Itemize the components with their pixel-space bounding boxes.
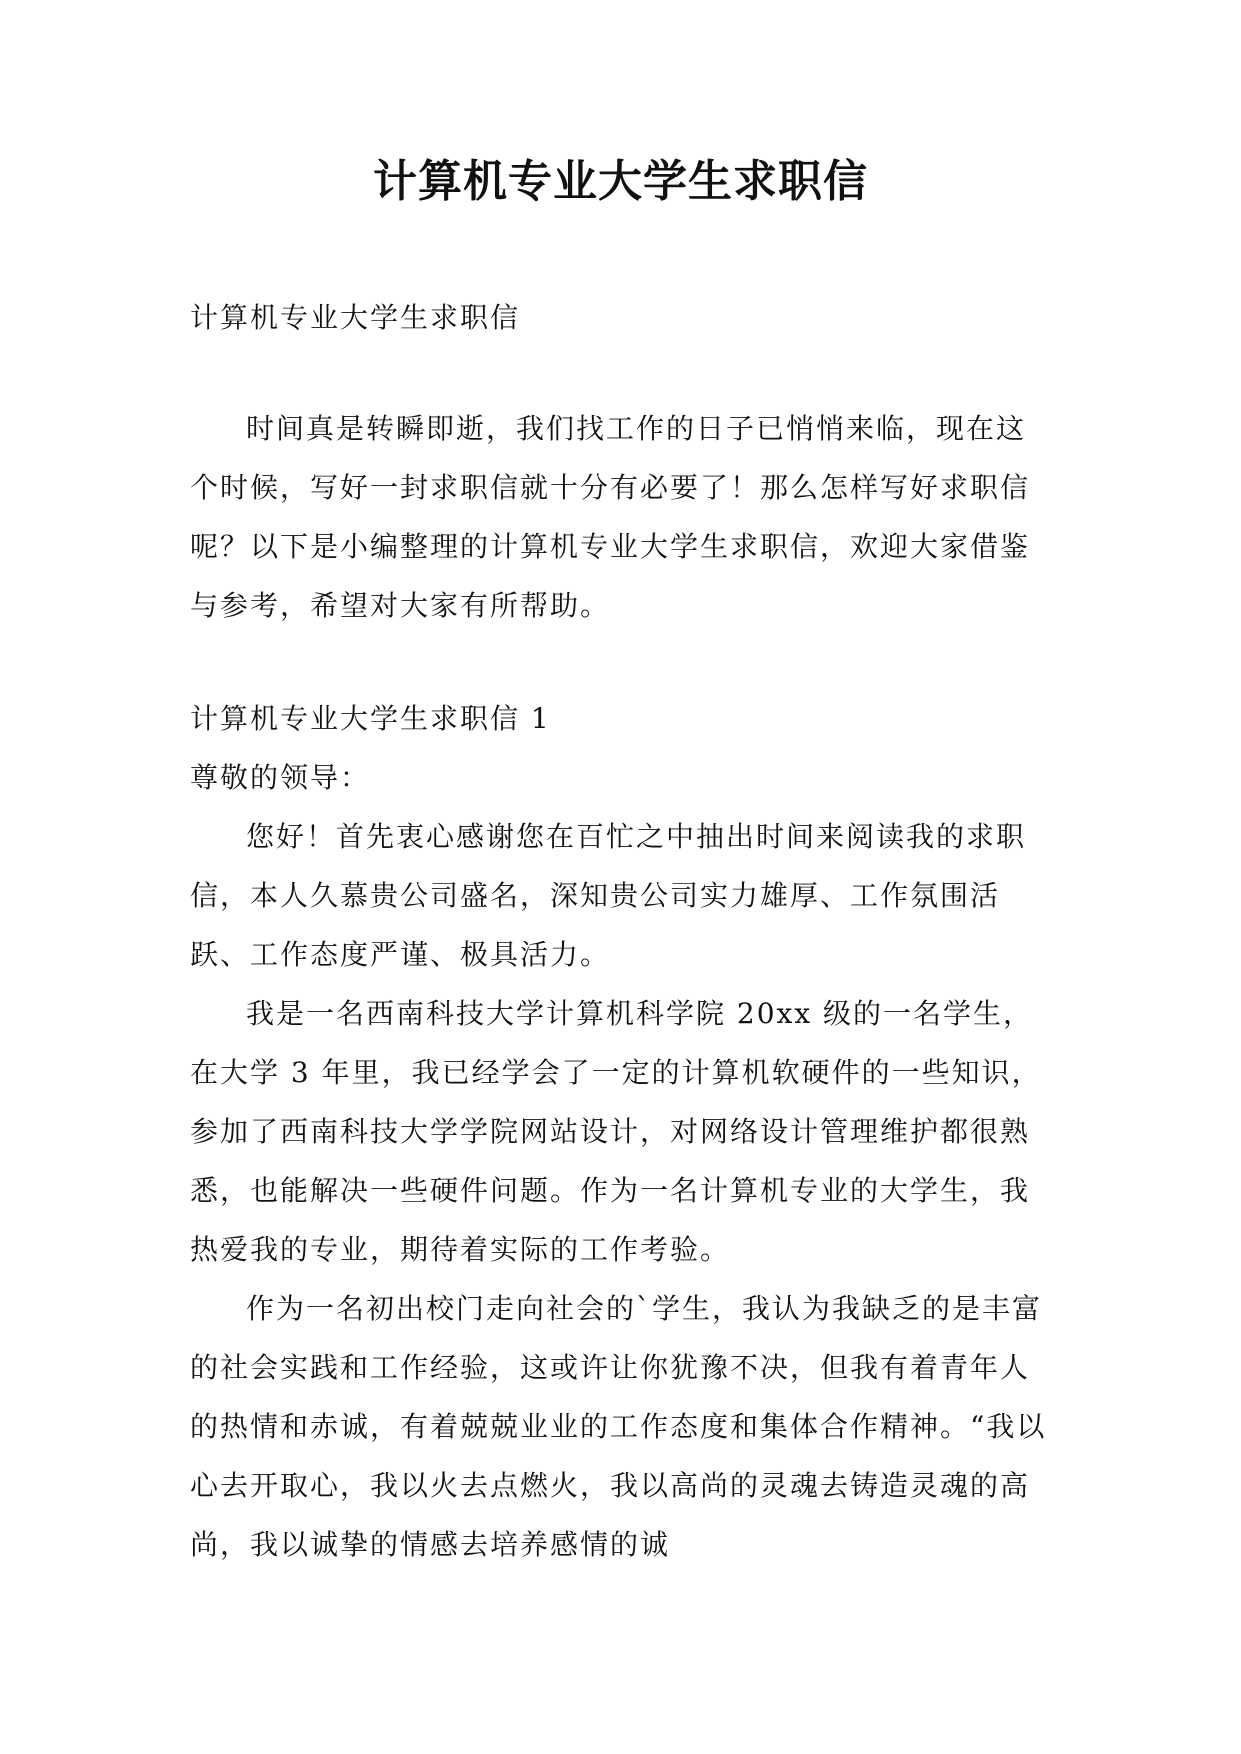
salutation: 尊敬的领导： (190, 761, 371, 794)
body-paragraph-1: 您好！首先衷心感谢您在百忙之中抽出时间来阅读我的求职信，本人久慕贵公司盛名，深知贵公司实力雄厚、工作氛围活跃、工作态度严谨、极具活力。 (190, 820, 1027, 971)
document-body (190, 288, 1050, 1574)
document-subtitle: 计算机专业大学生求职信 (190, 301, 521, 334)
intro-paragraph: 时间真是转瞬即逝，我们找工作的日子已悄悄来临，现在这个时候，写好一封求职信就十分有必要了！那么怎样写好求职信呢？以下是小编整理的计算机专业大学生求职信，欢迎大家借鉴与参考，希望对大家有所帮助。 (190, 412, 1031, 622)
body-paragraph-2: 我是一名西南科技大学计算机科学院 20xx 级的一名学生，在大学 3 年里，我已经学会了一定的计算机软硬件的一些知识，参加了西南科技大学学院网站设计，对网络设计管理维护都很熟悉，也能解决一些硬件问题。作为一名计算机专业的大学生，我热爱我的专业，期待着实际的工作考验。 (190, 997, 1042, 1266)
body-paragraph-3: 作为一名初出校门走向社会的`学生，我认为我缺乏的是丰富的社会实践和工作经验，这或许让你犹豫不决，但我有着青年人的热情和赤诚，有着兢兢业业的工作态度和集体合作精神。“我以心去开取心，我以火去点燃火，我以高尚的灵魂去铸造灵魂的高尚，我以诚挚的情感去培养感情的诚 (190, 1292, 1047, 1561)
letter-heading: 计算机专业大学生求职信 1 (190, 702, 551, 735)
document-title: 计算机专业大学生求职信 (373, 156, 868, 207)
